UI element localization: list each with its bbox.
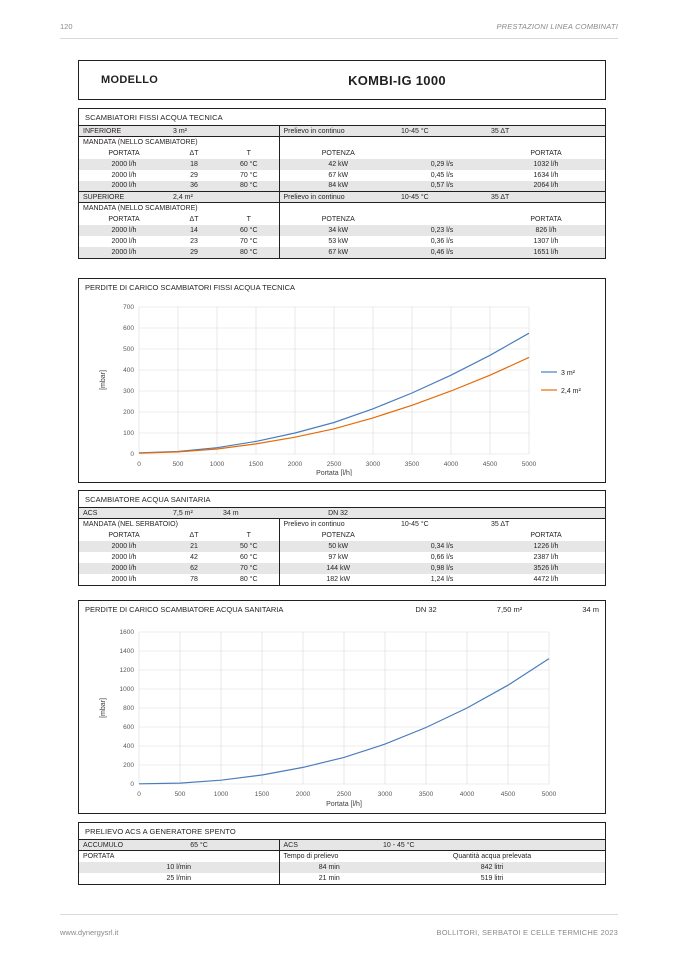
cell-ls: 0,66 l/s — [430, 553, 454, 561]
page-footer — [60, 914, 618, 937]
acs-label: ACS — [279, 840, 379, 851]
cell-portata2: 1307 l/h — [533, 237, 559, 245]
chart-panel-sanitary — [78, 600, 606, 814]
svg-text:0: 0 — [130, 451, 134, 458]
cell-t: 70 °C — [239, 171, 258, 179]
cell-portata2: 1651 l/h — [533, 248, 559, 256]
cell-t: 50 °C — [239, 542, 258, 550]
table-row — [79, 170, 605, 181]
cell-t: 80 °C — [239, 575, 258, 583]
col-portata: PORTATA — [83, 852, 115, 860]
cell-t: 80 °C — [239, 182, 258, 190]
cell-portata: 2000 l/h — [111, 182, 137, 190]
cell-portata2: 4472 l/h — [533, 575, 559, 583]
col-dt: ΔT — [189, 531, 199, 539]
draw-delta: 35 ΔT — [491, 127, 510, 135]
svg-text:600: 600 — [123, 724, 134, 731]
chart2-title: PERDITE DI CARICO SCAMBIATORE ACQUA SANITARIA — [85, 605, 284, 614]
svg-text:1600: 1600 — [119, 629, 134, 636]
model-label: MODELLO — [101, 74, 159, 86]
draw-label: Prelievo in continuo — [279, 519, 397, 530]
chart1-legend-1: 3 m² — [561, 370, 575, 377]
cell-dt: 42 — [190, 553, 198, 561]
chart2-svg — [79, 616, 605, 808]
cell-portata: 2000 l/h — [111, 575, 137, 583]
svg-text:200: 200 — [123, 762, 134, 769]
cell-potenza: 97 kW — [279, 552, 397, 563]
cell-dt: 36 — [190, 182, 198, 190]
col-dt: ΔT — [189, 215, 199, 223]
svg-text:500: 500 — [174, 791, 186, 798]
cell-dt: 18 — [190, 160, 198, 168]
flow-label: MANDATA (NELLO SCAMBIATORE) — [83, 204, 198, 212]
table-row — [79, 203, 605, 214]
cell-ls: 0,45 l/s — [430, 171, 454, 179]
group-area: 2,4 m² — [173, 193, 193, 201]
cell-dt: 21 — [190, 542, 198, 550]
acs-label: ACS — [83, 509, 98, 517]
table-row — [79, 552, 605, 563]
fixed-exchangers-title: SCAMBIATORI FISSI ACQUA TECNICA — [85, 113, 223, 122]
chart1-xlabel: Portata [l/h] — [316, 470, 352, 476]
model-title-block — [78, 60, 606, 100]
chart1-legend-2: 2,4 m² — [561, 388, 581, 395]
cell-ls: 0,46 l/s — [430, 248, 454, 256]
svg-text:1000: 1000 — [213, 791, 229, 798]
svg-text:500: 500 — [123, 346, 134, 353]
cell-t: 80 °C — [239, 248, 258, 256]
table-header-row — [79, 214, 605, 225]
acs-area: 7,5 m² — [173, 509, 193, 517]
draw-label: Prelievo in continuo — [279, 192, 397, 203]
acs-temp: 10 - 45 °C — [383, 841, 415, 849]
cell-ls: 0,98 l/s — [430, 564, 454, 572]
cell-potenza: 144 kW — [279, 563, 397, 574]
col-portata: PORTATA — [108, 531, 140, 539]
cell-potenza: 84 kW — [279, 181, 397, 192]
col-portata2: PORTATA — [530, 215, 562, 223]
table-header-row — [79, 530, 605, 541]
cell-portata: 2000 l/h — [111, 237, 137, 245]
table-header-row — [79, 148, 605, 159]
table-row — [79, 541, 605, 552]
col-t: T — [246, 149, 251, 157]
cell-potenza: 53 kW — [279, 236, 397, 247]
svg-text:4500: 4500 — [500, 791, 516, 798]
cell-potenza: 182 kW — [279, 574, 397, 585]
cell-ls: 0,23 l/s — [430, 226, 454, 234]
svg-text:3500: 3500 — [404, 461, 420, 468]
cell-portata2: 3526 l/h — [533, 564, 559, 572]
draw-temp: 10-45 °C — [401, 127, 429, 135]
svg-text:1500: 1500 — [254, 791, 270, 798]
svg-text:2500: 2500 — [326, 461, 342, 468]
flow-label: MANDATA (NELLO SCAMBIATORE) — [83, 138, 198, 146]
cell-ls: 0,57 l/s — [430, 182, 454, 190]
chart1-svg — [79, 294, 605, 476]
svg-text:4000: 4000 — [443, 461, 459, 468]
sanitary-exchanger-block — [78, 490, 606, 586]
cell-portata: 2000 l/h — [111, 171, 137, 179]
table-row — [79, 873, 605, 884]
flow-label: MANDATA (NEL SERBATOIO) — [83, 520, 178, 528]
cell-ls: 0,36 l/s — [430, 237, 454, 245]
svg-text:400: 400 — [123, 743, 134, 750]
cell-potenza: 34 kW — [279, 225, 397, 236]
svg-text:0: 0 — [137, 461, 141, 468]
fixed-exchangers-block — [78, 108, 606, 259]
header-title: PRESTAZIONI LINEA COMBINATI — [496, 22, 618, 31]
svg-text:1000: 1000 — [209, 461, 225, 468]
table-row — [79, 519, 605, 530]
chart2-head — [79, 601, 605, 616]
svg-text:0: 0 — [137, 791, 141, 798]
svg-text:3000: 3000 — [377, 791, 393, 798]
col-portata2: PORTATA — [530, 149, 562, 157]
cell-dt: 29 — [190, 171, 198, 179]
cell-tempo: 84 min — [279, 862, 379, 873]
col-tempo: Tempo di prelievo — [279, 851, 379, 862]
table-row — [79, 236, 605, 247]
cell-t: 60 °C — [239, 553, 258, 561]
col-portata2: PORTATA — [530, 531, 562, 539]
col-portata: PORTATA — [108, 149, 140, 157]
chart2-area: 7,50 m² — [496, 605, 523, 614]
model-name: KOMBI-IG 1000 — [348, 72, 446, 88]
table-row — [79, 563, 605, 574]
svg-text:1500: 1500 — [248, 461, 264, 468]
table-row — [79, 840, 605, 851]
chart2-length: 34 m — [582, 605, 599, 614]
table-row — [79, 181, 605, 192]
chart1-title: PERDITE DI CARICO SCAMBIATORI FISSI ACQUA TECNICA — [85, 283, 296, 292]
table-header-row — [79, 851, 605, 862]
svg-text:5000: 5000 — [521, 461, 537, 468]
svg-text:4500: 4500 — [482, 461, 498, 468]
sanitary-title: SCAMBIATORE ACQUA SANITARIA — [85, 495, 211, 504]
svg-text:200: 200 — [123, 409, 134, 416]
table-row — [79, 225, 605, 236]
svg-text:300: 300 — [123, 388, 134, 395]
svg-text:100: 100 — [123, 430, 134, 437]
cell-portata: 25 l/min — [166, 874, 191, 882]
svg-text:4000: 4000 — [459, 791, 475, 798]
storage-temp: 65 °C — [190, 841, 208, 849]
draw-off-table — [79, 839, 605, 884]
cell-ls: 1,24 l/s — [430, 575, 454, 583]
svg-text:5000: 5000 — [541, 791, 557, 798]
cell-t: 70 °C — [239, 564, 258, 572]
cell-portata2: 2064 l/h — [533, 182, 559, 190]
table-row — [79, 247, 605, 258]
col-potenza: POTENZA — [279, 148, 397, 159]
acs-length: 34 m — [223, 509, 239, 517]
chart-panel-fixed-exchangers — [78, 278, 606, 483]
cell-portata: 2000 l/h — [111, 564, 137, 572]
draw-off-title: PRELIEVO ACS A GENERATORE SPENTO — [85, 827, 236, 836]
col-t: T — [246, 215, 251, 223]
svg-text:1200: 1200 — [119, 667, 134, 674]
svg-text:800: 800 — [123, 705, 134, 712]
svg-text:3000: 3000 — [365, 461, 381, 468]
cell-portata: 2000 l/h — [111, 160, 137, 168]
svg-text:700: 700 — [123, 304, 134, 311]
cell-portata2: 1032 l/h — [533, 160, 559, 168]
svg-text:2500: 2500 — [336, 791, 352, 798]
cell-portata: 2000 l/h — [111, 553, 137, 561]
fixed-exchangers-table — [79, 125, 605, 258]
svg-text:1400: 1400 — [119, 648, 134, 655]
table-row — [79, 508, 605, 519]
cell-portata: 2000 l/h — [111, 226, 137, 234]
svg-text:3500: 3500 — [418, 791, 434, 798]
cell-potenza: 67 kW — [279, 247, 397, 258]
chart2-dn: DN 32 — [415, 605, 437, 614]
cell-quantita: 842 litri — [480, 863, 504, 871]
cell-t: 70 °C — [239, 237, 258, 245]
group-label: SUPERIORE — [83, 193, 125, 201]
svg-text:500: 500 — [172, 461, 184, 468]
chart2-ylabel: [mbar] — [100, 698, 107, 718]
cell-quantita: 519 litri — [480, 874, 504, 882]
cell-ls: 0,34 l/s — [430, 542, 454, 550]
cell-tempo: 21 min — [279, 873, 379, 884]
group-area: 3 m² — [173, 127, 187, 135]
cell-portata: 2000 l/h — [111, 542, 137, 550]
page-number: 120 — [60, 22, 73, 31]
col-potenza: POTENZA — [279, 214, 397, 225]
cell-dt: 62 — [190, 564, 198, 572]
draw-temp: 10-45 °C — [401, 193, 429, 201]
sanitary-table — [79, 507, 605, 585]
group-label: INFERIORE — [83, 127, 122, 135]
chart1-ylabel: [mbar] — [100, 370, 107, 390]
col-portata: PORTATA — [108, 215, 140, 223]
page-header — [60, 22, 618, 39]
svg-text:0: 0 — [130, 781, 134, 788]
draw-off-block — [78, 822, 606, 885]
footer-title: BOLLITORI, SERBATOI E CELLE TERMICHE 2023 — [436, 928, 618, 937]
table-row — [79, 137, 605, 148]
cell-dt: 14 — [190, 226, 198, 234]
cell-portata2: 826 l/h — [535, 226, 557, 234]
cell-potenza: 42 kW — [279, 159, 397, 170]
table-row — [79, 192, 605, 203]
draw-delta: 35 ΔT — [491, 520, 510, 528]
svg-text:2000: 2000 — [287, 461, 303, 468]
cell-portata: 2000 l/h — [111, 248, 137, 256]
cell-dt: 23 — [190, 237, 198, 245]
col-t: T — [246, 531, 251, 539]
chart2-xlabel: Portata [l/h] — [326, 801, 362, 808]
cell-dt: 78 — [190, 575, 198, 583]
col-dt: ΔT — [189, 149, 199, 157]
svg-text:600: 600 — [123, 325, 134, 332]
draw-label: Prelievo in continuo — [279, 126, 397, 137]
acs-dn: DN 32 — [328, 509, 348, 517]
svg-text:400: 400 — [123, 367, 134, 374]
table-row — [79, 862, 605, 873]
col-quantita: Quantità acqua prelevata — [452, 852, 532, 860]
draw-temp: 10-45 °C — [401, 520, 429, 528]
svg-text:2000: 2000 — [295, 791, 311, 798]
cell-potenza: 67 kW — [279, 170, 397, 181]
draw-delta: 35 ΔT — [491, 193, 510, 201]
cell-portata2: 1226 l/h — [533, 542, 559, 550]
storage-label: ACCUMULO — [83, 841, 124, 849]
cell-portata2: 2387 l/h — [533, 553, 559, 561]
col-potenza: POTENZA — [279, 530, 397, 541]
cell-portata2: 1634 l/h — [533, 171, 559, 179]
cell-ls: 0,29 l/s — [430, 160, 454, 168]
table-row — [79, 159, 605, 170]
cell-potenza: 50 kW — [279, 541, 397, 552]
cell-t: 60 °C — [239, 226, 258, 234]
footer-website[interactable]: www.dynergysrl.it — [60, 928, 119, 937]
table-row — [79, 574, 605, 585]
table-row — [79, 126, 605, 137]
cell-dt: 29 — [190, 248, 198, 256]
cell-t: 60 °C — [239, 160, 258, 168]
cell-portata: 10 l/min — [166, 863, 191, 871]
svg-text:1000: 1000 — [119, 686, 134, 693]
